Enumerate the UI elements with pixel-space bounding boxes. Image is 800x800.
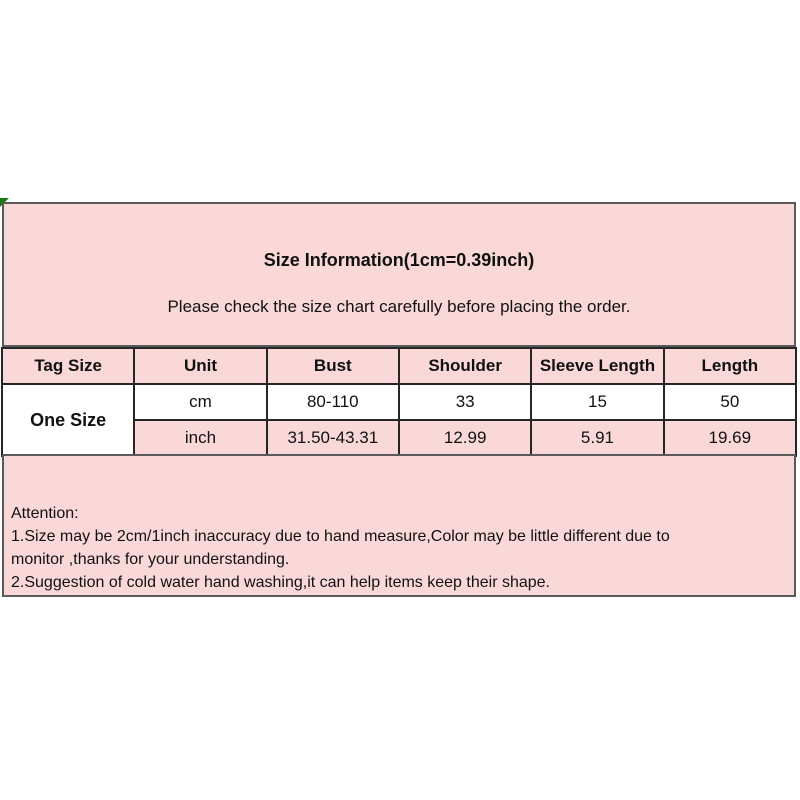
column-header-bust: Bust xyxy=(267,348,399,384)
unit-inch: inch xyxy=(134,420,266,456)
column-header-shoulder: Shoulder xyxy=(399,348,531,384)
page-subtitle: Please check the size chart carefully before placing the order. xyxy=(167,297,631,316)
column-header-unit: Unit xyxy=(134,348,266,384)
attention-item-2: 2.Suggestion of cold water hand washing,it can help items keep their shape. xyxy=(11,574,550,591)
size-table xyxy=(1,347,797,457)
sleeve-length-cm: 15 xyxy=(531,384,663,420)
unit-cm: cm xyxy=(134,384,266,420)
page-title: Size Information(1cm=0.39inch) xyxy=(263,250,535,270)
attention-note xyxy=(2,454,796,597)
bust-cm: 80-110 xyxy=(267,384,399,420)
tag-size-value: One Size xyxy=(2,384,134,456)
sleeve-length-inch: 5.91 xyxy=(531,420,663,456)
shoulder-cm: 33 xyxy=(399,384,531,420)
column-header-tag-size: Tag Size xyxy=(2,348,134,384)
shoulder-inch: 12.99 xyxy=(399,420,531,456)
bust-inch: 31.50-43.31 xyxy=(267,420,399,456)
table-row-cm xyxy=(2,384,796,420)
attention-heading: Attention: xyxy=(11,505,79,522)
length-cm: 50 xyxy=(664,384,796,420)
attention-item-1-continued: monitor ,thanks for your understanding. xyxy=(11,551,290,568)
column-header-sleeve-length: Sleeve Length xyxy=(531,348,663,384)
size-table-header-row xyxy=(2,348,796,384)
attention-item-1: 1.Size may be 2cm/1inch inaccuracy due to hand measure,Color may be little different due to xyxy=(11,528,670,545)
size-info-header xyxy=(2,202,796,347)
column-header-length: Length xyxy=(664,348,796,384)
length-inch: 19.69 xyxy=(664,420,796,456)
